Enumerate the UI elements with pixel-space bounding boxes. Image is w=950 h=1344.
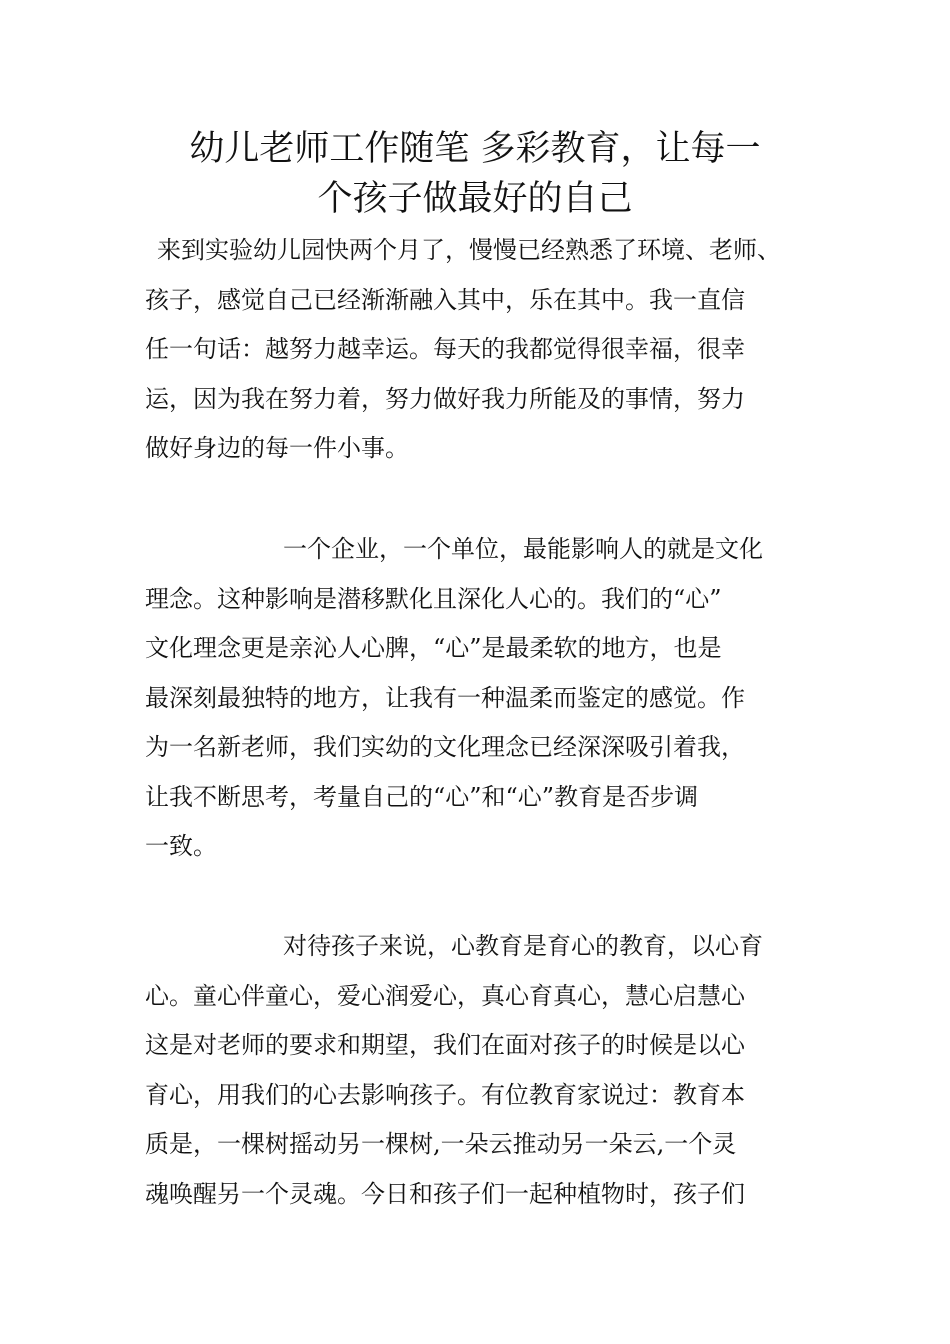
title-line: 幼儿老师工作随笔 多彩教育，让每一 xyxy=(189,129,761,169)
paragraph-line: 一致。 xyxy=(145,832,217,860)
paragraph-line: 任一句话：越努力越幸运。每天的我都觉得很幸福，很幸 xyxy=(145,335,745,363)
paragraph-line: 让我不断思考，考量自己的“心”和“心”教育是否步调 xyxy=(145,782,699,811)
paragraph-line: 做好身边的每一件小事。 xyxy=(145,434,409,462)
title-line: 个孩子做最好的自己 xyxy=(317,179,633,219)
paragraph-line: 对待孩子来说，心教育是育心的教育，以心育 xyxy=(283,932,763,960)
paragraph-line: 文化理念更是亲沁人心脾，“心”是最柔软的地方，也是 xyxy=(145,634,722,662)
document-title xyxy=(145,124,805,224)
paragraph-line: 运，因为我在努力着，努力做好我力所能及的事情，努力 xyxy=(145,384,745,413)
paragraph-line: 为一名新老师，我们实幼的文化理念已经深深吸引着我， xyxy=(145,733,745,761)
paragraph-1 xyxy=(145,226,807,474)
paragraph-line: 理念。这种影响是潜移默化且深化人心的。我们的“心” xyxy=(145,584,722,613)
paragraph-line: 质是，一棵树摇动另一棵树,一朵云推动另一朵云,一个灵 xyxy=(145,1130,737,1158)
paragraph-2 xyxy=(145,525,807,872)
paragraph-3 xyxy=(145,922,807,1219)
paragraph-line: 孩子，感觉自己已经渐渐融入其中，乐在其中。我一直信 xyxy=(145,285,745,314)
paragraph-line: 最深刻最独特的地方，让我有一种温柔而鉴定的感觉。作 xyxy=(145,683,745,712)
paragraph-line: 心。童心伴童心，爱心润爱心，真心育真心，慧心启慧心 xyxy=(145,981,745,1010)
paragraph-line: 来到实验幼儿园快两个月了，慢慢已经熟悉了环境、老师、 xyxy=(157,236,781,264)
paragraph-line: 一个企业，一个单位，最能影响人的就是文化 xyxy=(283,535,763,563)
paragraph-line: 这是对老师的要求和期望，我们在面对孩子的时候是以心 xyxy=(145,1031,745,1059)
paragraph-line: 魂唤醒另一个灵魂。今日和孩子们一起种植物时，孩子们 xyxy=(145,1179,745,1208)
paragraph-line: 育心，用我们的心去影响孩子。有位教育家说过：教育本 xyxy=(145,1080,745,1109)
